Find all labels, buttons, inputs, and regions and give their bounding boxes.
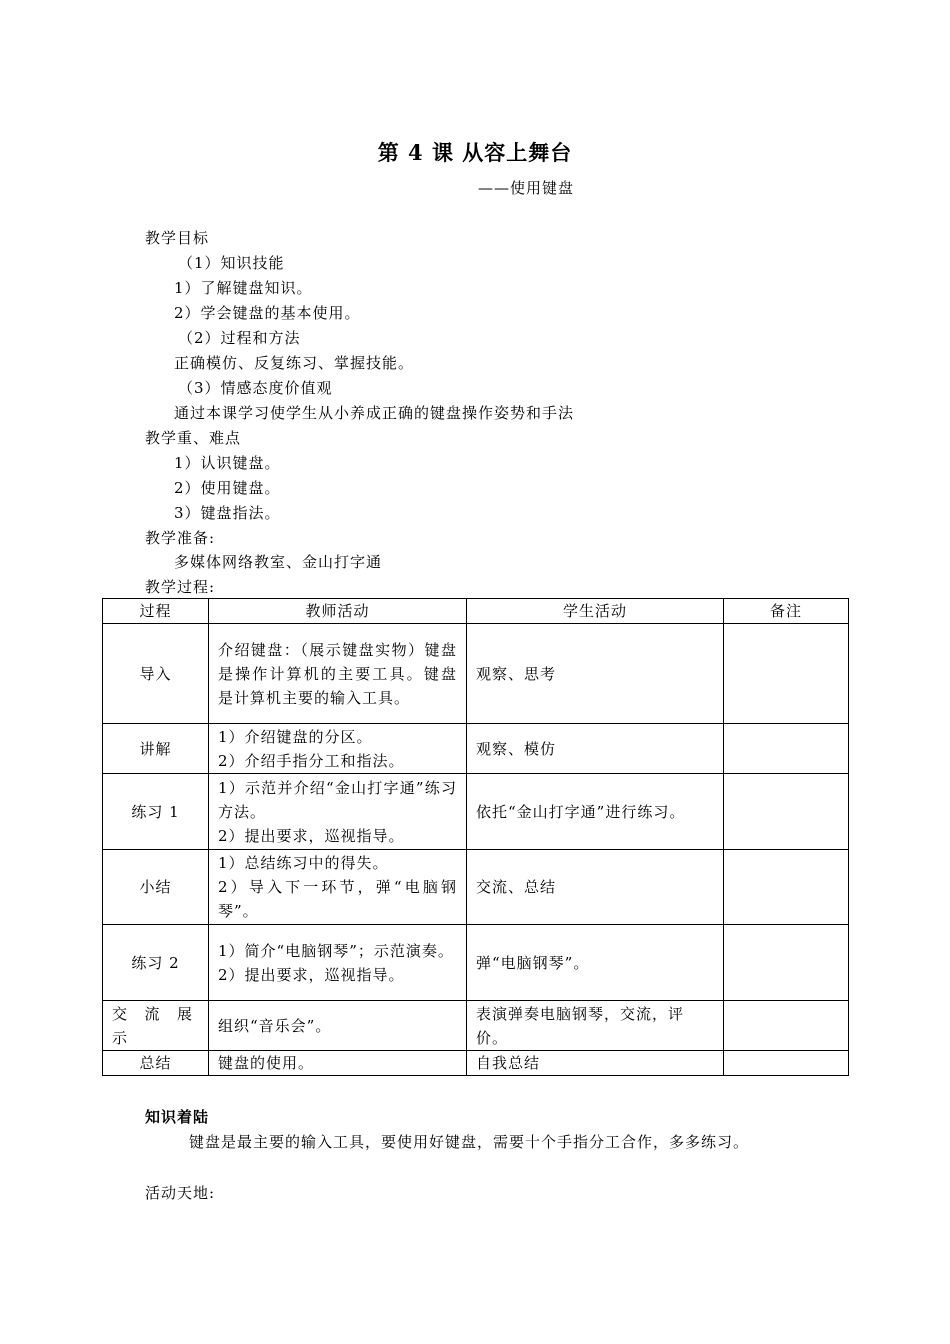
note-cell <box>724 1051 849 1076</box>
table-row <box>103 724 849 774</box>
preparation-heading: 教学准备: <box>145 529 216 547</box>
objectives-heading: 教学目标 <box>145 229 210 247</box>
student-activity-cell: 表演弹奏电脑钢琴，交流，评价。 <box>467 1001 724 1051</box>
key-points-heading: 教学重、难点 <box>145 429 242 447</box>
column-header-teacher: 教师活动 <box>209 599 467 624</box>
knowledge-item: 2）学会键盘的基本使用。 <box>174 304 361 322</box>
activity-heading: 活动天地: <box>145 1184 216 1202</box>
knowledge-item: 1）了解键盘知识。 <box>174 279 313 297</box>
table-row <box>103 925 849 1001</box>
student-activity-cell: 弹“电脑钢琴”。 <box>467 925 724 1001</box>
table-row <box>103 1051 849 1076</box>
note-cell <box>724 774 849 850</box>
table-row <box>103 774 849 850</box>
student-activity-cell: 观察、模仿 <box>467 724 724 774</box>
column-header-note: 备注 <box>724 599 849 624</box>
teacher-activity-cell: 1）介绍键盘的分区。 2）介绍手指分工和指法。 <box>209 724 467 774</box>
stage-cell: 导入 <box>103 624 209 724</box>
teacher-activity-cell: 组织“音乐会”。 <box>209 1001 467 1051</box>
preparation-text: 多媒体网络教室、金山打字通 <box>174 553 383 571</box>
table-row <box>103 850 849 925</box>
teacher-activity-cell: 介绍键盘：（展示键盘实物）键盘是操作计算机的主要工具。键盘是计算机主要的输入工具。 <box>209 624 467 724</box>
column-header-stage: 过程 <box>103 599 209 624</box>
table-row <box>103 1001 849 1051</box>
note-cell <box>724 850 849 925</box>
teacher-activity-cell: 1）总结练习中的得失。 2）导入下一环节，弹“电脑钢琴”。 <box>209 850 467 925</box>
process-method-heading: （2）过程和方法 <box>178 329 301 347</box>
student-activity-cell: 依托“金山打字通”进行练习。 <box>467 774 724 850</box>
column-header-student: 学生活动 <box>467 599 724 624</box>
stage-cell: 练习 2 <box>103 925 209 1001</box>
student-activity-cell: 观察、思考 <box>467 624 724 724</box>
student-activity-cell: 交流、总结 <box>467 850 724 925</box>
process-heading: 教学过程: <box>145 578 216 596</box>
note-cell <box>724 1001 849 1051</box>
stage-cell: 小结 <box>103 850 209 925</box>
stage-cell: 练习 1 <box>103 774 209 850</box>
attitude-heading: （3）情感态度价值观 <box>178 379 333 397</box>
note-cell <box>724 624 849 724</box>
note-cell <box>724 724 849 774</box>
teacher-activity-cell: 键盘的使用。 <box>209 1051 467 1076</box>
knowledge-skills-heading: （1）知识技能 <box>178 254 285 272</box>
teaching-process-table <box>102 598 849 1076</box>
stage-cell: 讲解 <box>103 724 209 774</box>
knowledge-text: 键盘是最主要的输入工具，要使用好键盘，需要十个手指分工合作，多多练习。 <box>189 1133 750 1151</box>
teacher-activity-cell: 1）简介“电脑钢琴”；示范演奏。 2）提出要求，巡视指导。 <box>209 925 467 1001</box>
table-row <box>103 624 849 724</box>
teacher-activity-cell: 1）示范并介绍“金山打字通”练习方法。 2）提出要求，巡视指导。 <box>209 774 467 850</box>
table-header-row <box>103 599 849 624</box>
stage-cell: 总结 <box>103 1051 209 1076</box>
key-point-item: 2）使用键盘。 <box>174 479 281 497</box>
key-point-item: 1）认识键盘。 <box>174 454 281 472</box>
stage-cell: 交流展示 <box>103 1001 209 1051</box>
note-cell <box>724 925 849 1001</box>
attitude-text: 通过本课学习使学生从小养成正确的键盘操作姿势和手法 <box>174 404 575 422</box>
knowledge-heading: 知识着陆 <box>145 1108 210 1126</box>
student-activity-cell: 自我总结 <box>467 1051 724 1076</box>
process-method-text: 正确模仿、反复练习、掌握技能。 <box>174 354 415 372</box>
lesson-subtitle: ——使用键盘 <box>478 179 575 197</box>
key-point-item: 3）键盘指法。 <box>174 504 281 522</box>
lesson-title: 第 4 课 从容上舞台 <box>377 140 573 165</box>
